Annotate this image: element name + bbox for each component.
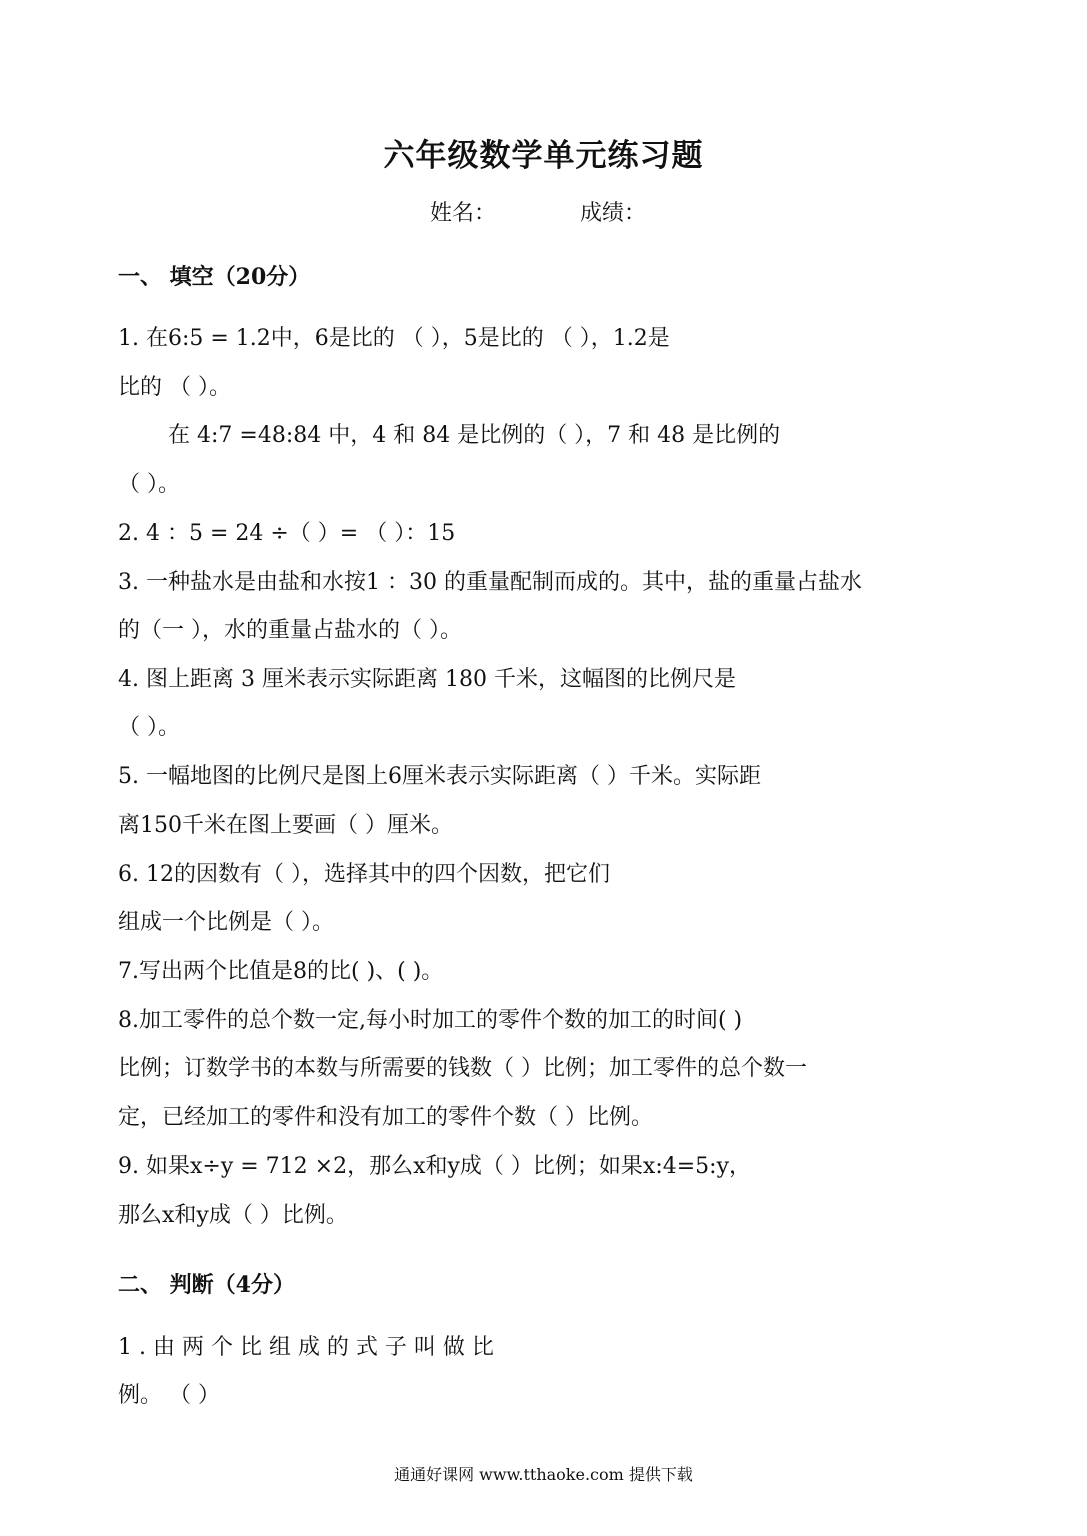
question-line: 1. 在6:5 = 1.2中，6是比的 （ ），5是比的 （ ），1.2是 <box>118 326 670 351</box>
question-line: 比例；订数学书的本数与所需要的钱数（ ）比例；加工零件的总个数一 <box>118 1056 807 1081</box>
footer-credit: 通通好课网 www.tthaoke.com 提供下载 <box>394 1465 693 1484</box>
page-title: 六年级数学单元练习题 <box>383 138 704 174</box>
question-line: 组成一个比例是（ ）。 <box>118 910 334 935</box>
question-line: 9. 如果x÷y = 712 ×2，那么x和y成（ ）比例；如果x:4=5:y， <box>118 1154 752 1179</box>
question-line: 6. 12的因数有（ ），选择其中的四个因数，把它们 <box>118 862 610 887</box>
question-line: 8.加工零件的总个数一定,每小时加工的零件个数的加工的时间( ) <box>118 1008 743 1033</box>
question-line: 5. 一幅地图的比例尺是图上6厘米表示实际距离（ ）千米。实际距 <box>118 764 761 789</box>
question-line: 1 . 由 两 个 比 组 成 的 式 子 叫 做 比 <box>118 1335 494 1360</box>
name-label: 姓名： <box>430 201 497 226</box>
question-line: （ ）。 <box>118 715 180 740</box>
question-line: 离150千米在图上要画（ ）厘米。 <box>118 813 453 838</box>
question-line: 那么x和y成（ ）比例。 <box>118 1203 348 1228</box>
question-line: 例。 （ ） <box>118 1383 220 1408</box>
section-heading-true-false: 二、 判断（4分） <box>118 1272 295 1298</box>
section-heading-fill-blank: 一、 填空（20分） <box>118 264 311 290</box>
question-line: 3. 一种盐水是由盐和水按1 ：30 的重量配制而成的。其中，盐的重量占盐水 <box>118 570 862 595</box>
question-line: 的（一 ），水的重量占盐水的（ ）。 <box>118 618 462 643</box>
score-label: 成绩： <box>580 201 647 226</box>
question-line: 定，已经加工的零件和没有加工的零件个数（ ）比例。 <box>118 1105 653 1130</box>
question-line: 比的 （ ）。 <box>118 375 231 400</box>
question-line: 4. 图上距离 3 厘米表示实际距离 180 千米，这幅图的比例尺是 <box>118 667 736 692</box>
question-line: 7.写出两个比值是8的比( )、( )。 <box>118 959 444 984</box>
question-line: （ ）。 <box>118 472 180 497</box>
question-line: 2. 4 ：5 = 24 ÷（ ）= （ ）：15 <box>118 521 456 546</box>
question-line: 在 4:7 =48:84 中，4 和 84 是比例的（ ），7 和 48 是比例的 <box>168 423 781 448</box>
